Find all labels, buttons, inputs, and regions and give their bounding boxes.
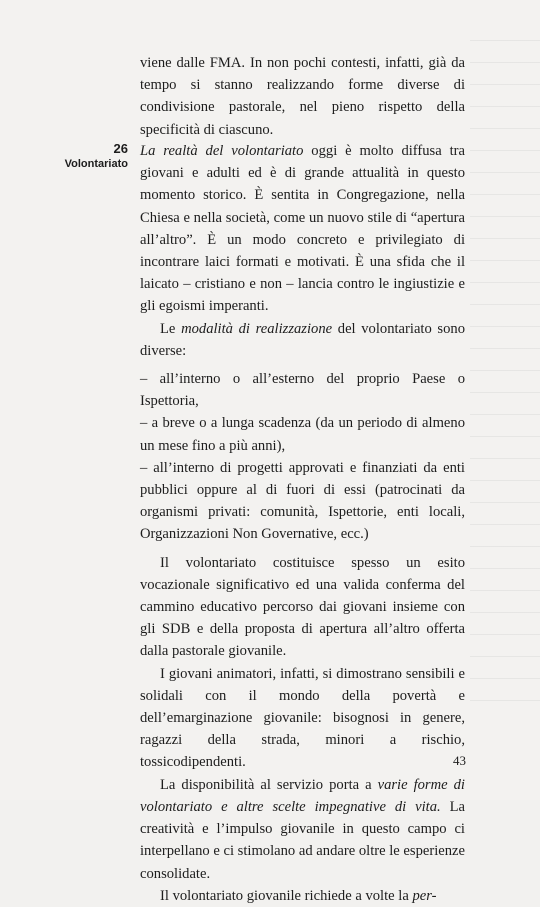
page-number: 43	[453, 753, 466, 768]
paragraph-giovanile	[140, 885, 465, 907]
paragraph-esito: Il volontariato costituisce spesso un esito vocazionale significativo ed una valida conferma del cammino educativo percorso dai giovani insieme con gli SDB e della proposta di apertura all’altro offerta dalla pastorale giovanile.	[140, 554, 465, 660]
emphasis-text: per-	[412, 887, 437, 904]
paragraph-animatori: I giovani animatori, infatti, si dimostrano sensibili e solidali con il mondo della povertà e dell’emarginazione giovanile: bisognosi in genere, ragazzi della strada, minori a rischio, tossicodipendenti.	[140, 665, 465, 771]
paragraph-volontariato	[140, 140, 465, 318]
list-item: – a breve o a lunga scadenza (da un periodo di almeno un mese fino a più anni),	[140, 415, 465, 454]
paragraph-text: Le	[160, 320, 182, 337]
paragraph-disponibilita	[140, 774, 465, 885]
emphasis-text: modalità di realizzazione	[181, 320, 333, 337]
bleed-through-shadow	[470, 40, 540, 720]
paragraph-text: oggi è molto diffusa tra giovani e adulti ed è di grande attualità in questo momento storico. È sentita in Congregazione, nella Chiesa e nella società, come un nuovo stile di “apertura all’altro”. È un modo concreto e privilegiato di incontrare laici formati e motivati. È una sfida che il laicato – cristiano e non – lancia contro le ingiustizie e gli egoismi imperanti.	[140, 143, 465, 315]
paragraph-modalita	[140, 318, 465, 362]
paragraph-text: La creatività e l’impulso giovanile in questo campo ci interpellano e ci stimolano ad andare oltre le esperienze consolidate.	[140, 798, 465, 882]
paragraph-text: del volontariato sono diverse:	[140, 320, 465, 359]
body-text-top	[140, 52, 465, 141]
section-label: Volontariato	[64, 158, 128, 170]
section-number: 26	[113, 141, 128, 156]
list-item: – all’interno o all’esterno del proprio Paese o Ispettoria,	[140, 371, 465, 410]
paragraph-continuation: viene dalle FMA. In non pochi contesti, infatti, già da tempo si stanno realizzando forme diverse di condivisione pastorale, nel pieno rispetto della specificità di ciascuno.	[140, 55, 465, 138]
emphasis-text: La realtà del volontariato	[140, 143, 304, 159]
paragraph-text: La disponibilità al servizio porta a	[160, 776, 378, 793]
paragraph-text: Il volontariato giovanile richiede a volte la	[160, 887, 413, 904]
emphasis-text: varie forme di volontariato e altre scelte impegnative di vita.	[140, 776, 465, 815]
body-text-main	[140, 140, 465, 907]
list-item: – all’interno di progetti approvati e finanziati da enti pubblici oppure al di fuori di essi (patrocinati da organismi privati: comunità, Ispettorie, enti locali, Organizzazioni Non Governative, ecc.)	[140, 459, 465, 543]
